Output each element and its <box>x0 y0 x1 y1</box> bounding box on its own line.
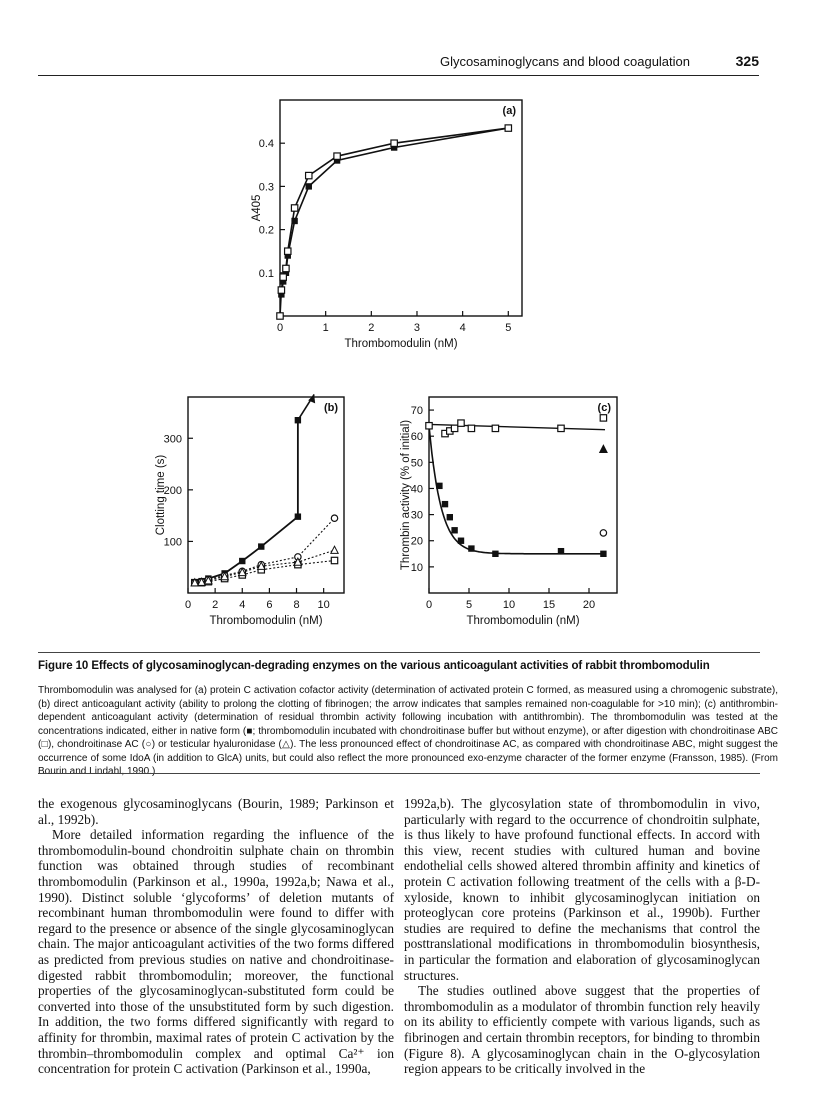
x-tick-label: 20 <box>582 599 596 611</box>
data-point <box>331 557 337 563</box>
y-tick-label: 50 <box>410 457 423 470</box>
data-point <box>451 425 457 431</box>
series-line <box>195 420 298 582</box>
data-point <box>283 265 289 271</box>
body-column-left <box>38 796 394 1077</box>
data-point <box>280 274 286 280</box>
data-point <box>306 172 312 178</box>
data-point <box>334 153 340 159</box>
data-point <box>278 287 284 293</box>
y-tick-label: 0.2 <box>258 224 274 237</box>
paragraph: More detailed information regarding the influence of the thrombomodulin-bound chondroitin sulphate chain on thrombin function was obtained through studies of recombinant thrombomodulin (Parkinson et al., 1990a, 1992a,b; Nawa et al., 1990). Distinct soluble ‘glycoforms’ of deletion mutants of recombinant human thrombomodulin were found to differ with regard to the presence or absence of the single glycosaminoglycan chain. The major anticoagulant activities of the two forms differed as predicted from previous studies on native and chondroitinase-digested rabbit thrombomodulin; moreover, the functional properties of the glycosaminoglycan-substituted form could be converted into those of the unsubstituted form by such digestion. In addition, the two forms differed significantly with regard to affinity for thrombin, maximal rates of protein C activation by the thrombin–thrombomodulin complex and optimal Ca²⁺ ion concentration for protein C activation (Parkinson et al., 1990a, <box>38 827 394 1077</box>
x-tick-label: 10 <box>317 599 330 611</box>
x-tick-label: 6 <box>266 599 273 611</box>
data-point <box>558 425 564 431</box>
data-point <box>285 248 291 254</box>
chart-panel-a <box>240 88 540 353</box>
x-tick-label: 4 <box>459 322 466 334</box>
data-point <box>600 445 607 452</box>
data-point <box>492 425 498 431</box>
y-tick-label: 300 <box>163 433 182 446</box>
x-tick-label: 10 <box>502 599 516 611</box>
x-axis-label: Thrombomodulin (nM) <box>209 615 323 627</box>
panel-label: (c) <box>597 402 611 414</box>
y-tick-label: 30 <box>410 509 423 522</box>
caption-top-rule <box>38 652 760 653</box>
x-tick-label: 5 <box>505 322 512 334</box>
x-tick-label: 4 <box>239 599 246 611</box>
y-tick-label: 100 <box>163 536 182 549</box>
y-tick-label: 70 <box>410 405 423 418</box>
y-tick-label: 60 <box>410 431 423 444</box>
running-title: Glycosaminoglycans and blood coagulation <box>439 54 690 69</box>
data-point <box>295 513 301 519</box>
data-point <box>468 425 474 431</box>
data-point <box>391 140 397 146</box>
y-axis-label: A405 <box>251 194 263 222</box>
y-tick-label: 200 <box>163 484 182 497</box>
data-point <box>600 415 606 421</box>
data-point <box>505 125 511 131</box>
data-point <box>277 313 283 319</box>
y-tick-label: 0.4 <box>258 138 274 151</box>
x-tick-label: 0 <box>184 599 192 611</box>
data-point <box>468 545 474 551</box>
data-point <box>295 417 301 423</box>
data-point <box>458 538 464 544</box>
data-point <box>239 558 245 564</box>
x-axis-label: Thrombomodulin (nM) <box>344 338 458 350</box>
data-point <box>331 546 338 553</box>
data-point <box>436 483 442 489</box>
paragraph: the exogenous glycosaminoglycans (Bourin, 1989; Parkinson et al., 1992b). <box>38 796 394 827</box>
x-tick-label: 2 <box>212 599 219 611</box>
panel-label: (a) <box>502 105 516 117</box>
data-point <box>291 205 297 211</box>
y-tick-label: 10 <box>410 561 423 574</box>
x-tick-label: 0 <box>425 599 433 611</box>
caption-bottom-rule <box>38 773 760 774</box>
data-point <box>306 183 312 189</box>
data-point <box>331 515 337 521</box>
y-axis-label: Clotting time (s) <box>155 454 167 536</box>
running-header <box>0 52 816 76</box>
x-tick-label: 15 <box>542 599 556 611</box>
x-tick-label: 2 <box>368 322 375 334</box>
series-line <box>281 128 508 294</box>
data-point <box>258 543 264 549</box>
data-point <box>600 530 606 536</box>
y-tick-label: 20 <box>410 535 423 548</box>
paragraph: The studies outlined above suggest that the properties of thrombomodulin as a modulator of thrombin function rely heavily on its ability to efficiently compete with various ligands, such as fibrinogen and certain thrombin receptors, for binding to thrombin (Figure 8). A glycosaminoglycan chain in the O-glycosylation region appears to be critically involved in the <box>404 983 760 1077</box>
figure-caption-body: Thrombomodulin was analysed for (a) protein C activation cofactor activity (determination of activated protein C formed, as measured using a chromogenic substrate), (b) direct anticoagulant activity (ability to prolong the clotting of fibrinogen; the arrow indicates that samples remained non-coagulable for >10 min); (c) antithrombin-dependent anticoagulant activity (determination of residual thrombin activity following incubation with antithrombin). The thrombomodulin was tested at the concentrations indicated, either in native form (■; thrombomodulin incubated with chondroitinase buffer but without enzyme), or after digestion with chondroitinase ABC (□), chondroitinase AC (○) or testicular hyaluronidase (△). The less pronounced effect of chondroitinase AC, as compared with chondroitinase ABC, might suggest the occurrence of some IdoA (in addition to GlcA) units, but could also reflect the more pronounced exo-enzyme character of the former enzyme (Fransson, 1985). (From Bourin and Lindahl, 1990.) <box>38 685 778 777</box>
data-point <box>492 551 498 557</box>
panel-label: (b) <box>323 402 338 414</box>
x-tick-label: 8 <box>293 599 300 611</box>
series-line <box>280 128 508 316</box>
page-number: 325 <box>735 53 759 69</box>
chart-panel-b <box>150 385 350 645</box>
paragraph: 1992a,b). The glycosylation state of thrombomodulin in vivo, particularly with regard to the occurrence of chondroitin sulphate, is thus likely to have profound functional effects. In accord with this view, recent studies with cultured human and bovine endothelial cells showed altered thrombin affinity and kinetics of protein C activation following treatment of the cells with a β-D-xyloside, known to inhibit glycosaminoglycan initiation on proteoglycan core proteins (Parkinson et al., 1990b). Further studies are required to define the mechanisms that control the posttranslational modifications in thrombomodulin biosynthesis, in particular the formation and elaboration of glycosaminoglycan structures. <box>404 796 760 983</box>
x-tick-label: 1 <box>322 322 329 334</box>
x-axis-label: Thrombomodulin (nM) <box>466 615 580 627</box>
data-point <box>447 514 453 520</box>
chart-panel-c <box>395 385 625 645</box>
header-rule <box>38 75 759 76</box>
x-tick-label: 5 <box>465 599 473 611</box>
body-column-right <box>404 796 760 1077</box>
y-axis-label: Thrombin activity (% of initial) <box>400 419 412 571</box>
y-tick-label: 40 <box>410 483 423 496</box>
data-point <box>458 420 464 426</box>
fitted-curve <box>429 426 605 554</box>
x-tick-label: 0 <box>276 322 284 334</box>
data-point <box>451 527 457 533</box>
data-point <box>426 423 432 429</box>
y-tick-label: 0.3 <box>258 181 274 194</box>
figure-caption-title: Figure 10 Effects of glycosaminoglycan-degrading enzymes on the various anticoagulant activities of rabbit thrombomodulin <box>38 660 710 672</box>
y-tick-label: 0.1 <box>258 267 274 280</box>
x-tick-label: 3 <box>413 322 421 334</box>
data-point <box>558 548 564 554</box>
data-point <box>600 551 606 557</box>
data-point <box>442 501 448 507</box>
